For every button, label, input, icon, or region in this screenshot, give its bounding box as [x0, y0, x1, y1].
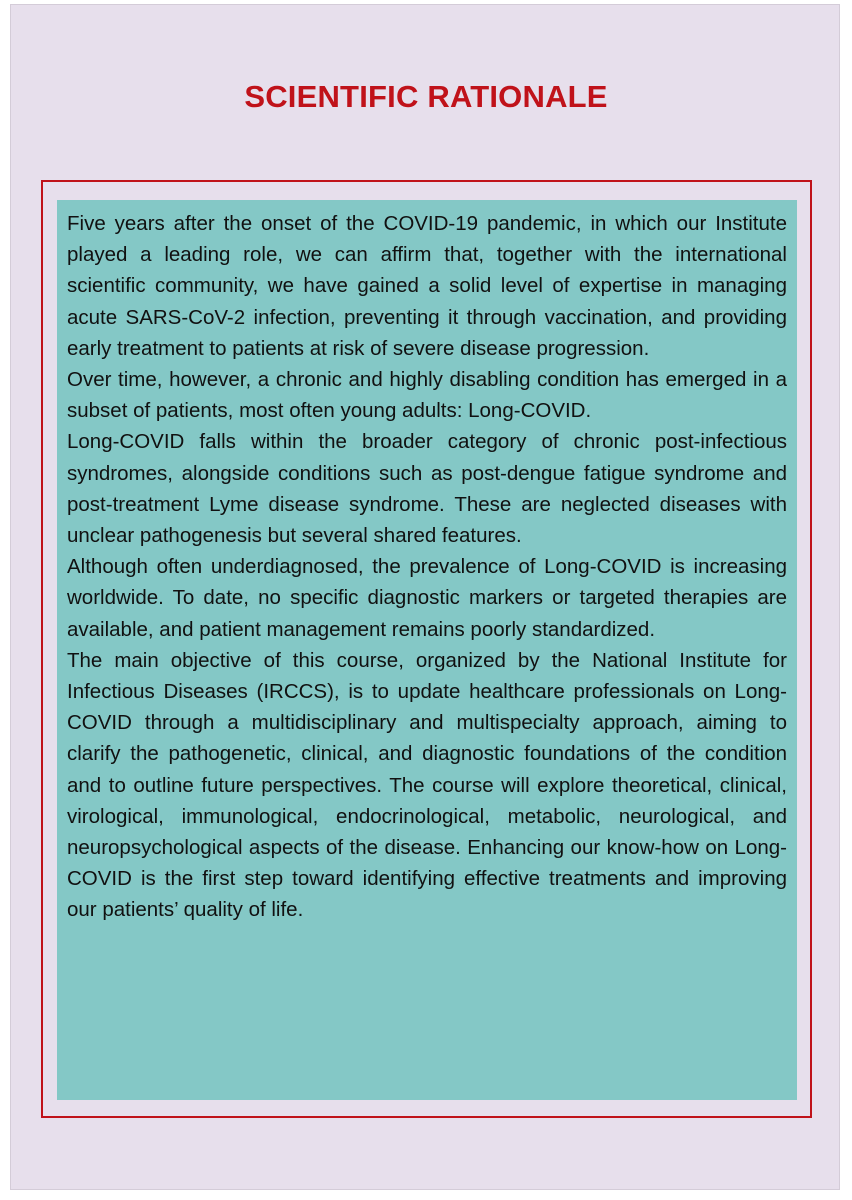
paragraph-course-objective: The main objective of this course, organized by the National Institute for Infectious Diseases (IRCCS), is to update healthcare professionals on Long-COVID through a multidisciplinary and multispecialty approach, aiming to clarify the pathogenetic, clinical, and diagnostic foundations of the condition and to outline future perspectives. The course will explore theoretical, clinical, virological, immunological, endocrinological, metabolic, neurological, and neuropsychological aspects of the disease. Enhancing our know-how on Long-COVID is the first step toward identifying effective treatments and improving our patients’ quality of life. [67, 648, 787, 922]
rationale-text-box [57, 200, 797, 1100]
paragraph-post-infectious-syndromes: Long-COVID falls within the broader category of chronic post-infectious syndromes, alongside conditions such as post-dengue fatigue syndrome and post-treatment Lyme disease syndrome. These are neglected diseases with unclear pathogenesis but several shared features. [67, 430, 787, 548]
paragraph-intro: Five years after the onset of the COVID-19 pandemic, in which our Institute played a leading role, we can affirm that, together with the international scientific community, we have gained a solid level of expertise in managing acute SARS-CoV-2 infection, preventing it through vaccination, and providing early treatment to patients at risk of severe disease progression. [67, 212, 787, 360]
paragraph-long-covid-emergence: Over time, however, a chronic and highly disabling condition has emerged in a subset of patients, most often young adults: Long-COVID. [67, 368, 787, 423]
rationale-frame [41, 180, 812, 1118]
document-page [10, 4, 840, 1190]
page-title: SCIENTIFIC RATIONALE [244, 79, 608, 114]
paragraph-prevalence: Although often underdiagnosed, the prevalence of Long-COVID is increasing worldwide. To date, no specific diagnostic markers or targeted therapies are available, and patient management remains poorly standardized. [67, 555, 787, 641]
